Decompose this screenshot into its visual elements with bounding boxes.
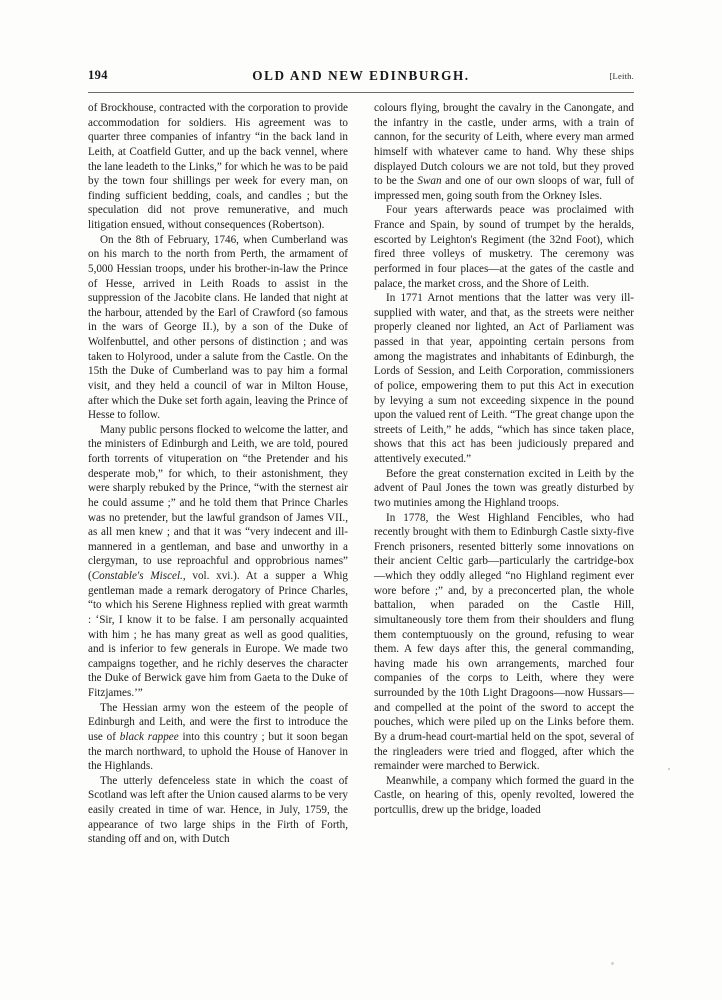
paragraph: Before the great consternation excited in Leith by the advent of Paul Jones the town was greatly disturbed by two mutinies among the Highland troops. <box>374 467 634 509</box>
page-number: 194 <box>88 68 108 82</box>
column-right <box>374 101 634 931</box>
page-speck-right <box>668 768 670 770</box>
body-columns <box>88 101 634 931</box>
column-left <box>88 101 348 931</box>
paragraph: On the 8th of February, 1746, when Cumberland was on his march to the north from Perth, the armament of 5,000 Hessian troops, under his brother-in-law the Prince of Hesse, arrived in Leith Roads to assist in the suppression of the Jacobite clans. He landed that night at the harbour, attended by the Earl of Crawford (so famous in the wars of George II.), by a son of the Duke of Wolfenbuttel, and other persons of distinction ; and was taken to Holyrood, under a salute from the Castle. On the 15th the Duke of Cumberland was to pay him a formal visit, and they held a council of war in Milton House, after which the Duke set forth again, leaving the Prince of Hesse to follow. <box>88 233 348 422</box>
paragraph: Many public persons flocked to welcome the latter, and the ministers of Edinburgh and Leith, we are told, poured forth torrents of vituperation on “the Pretender and his desperate mob,” for which, to their astonishment, they were sharply rebuked by the Prince, “with the sternest air he could assume ;” and he told them that Prince Charles was no pretender, but the lawful grandson of James VII., as all men knew ; and that it was “very indecent and ill-mannered in a gentleman, and base and unworthy in a clergyman, to use reproachful and opprobrious names” (Constable's Miscel., vol. xvi.). At a supper a Whig gentleman made a remark derogatory of Prince Charles, “to which his Serene Highness replied with great warmth : ‘Sir, I know it to be false. I am personally acquainted with him ; he has many great as well as good qualities, and is inferior to few generals in Europe. We made two campaigns together, and he richly deserves the character the Duke of Berwick gave him from Gaeta to the Duke of Fitzjames.’” <box>88 423 348 699</box>
paragraph: Four years afterwards peace was proclaimed with France and Spain, by sound of trumpet by the heralds, escorted by Leighton's Regiment (the 32nd Foot), which fired three volleys of musketry. The ceremony was performed in four places—at the gates of the castle and palace, the market cross, and the Shore of Leith. <box>374 204 634 290</box>
page-speck-bottom <box>611 962 614 965</box>
paragraph: In 1771 Arnot mentions that the latter was very ill-supplied with water, and that, as the streets were neither properly cleaned nor lighted, an Act of Parliament was passed in that year, appointing certain persons from among the magistrates and inhabitants of Edinburgh, the Lords of Session, and Leith Corporation, commissioners of police, empowering them to put this Act in execution by levying a sum not exceeding sixpence in the pound upon the valued rent of Leith. “The great change upon the streets of Leith,” he adds, “which has since taken place, shows that this act has been judiciously prepared and attentively executed.” <box>374 292 634 465</box>
paragraph: The utterly defenceless state in which the coast of Scotland was left after the Union caused alarms to be very easily created in time of war. Hence, in July, 1759, the appearance of two large ships in the Firth of Forth, standing off and on, with Dutch <box>88 774 348 846</box>
paragraph: The Hessian army won the esteem of the people of Edinburgh and Leith, and were the first to introduce the use of black rappee into this country ; but it soon began the march northward, to uphold the House of Hanover in the Highlands. <box>88 701 348 773</box>
paragraph: Meanwhile, a company which formed the guard in the Castle, on hearing of this, openly revolted, lowered the portcullis, drew up the bridge, loaded <box>374 774 634 816</box>
paragraph: colours flying, brought the cavalry in the Canongate, and the infantry in the castle, under arms, with a train of cannon, for the security of Leith, where every man armed himself with whatever came to hand. Why these ships displayed Dutch colours we are not told, but they proved to be the Swan and one of our own sloops of war, full of impressed men, going south from the Orkney Isles. <box>374 102 635 202</box>
page-header <box>88 68 634 88</box>
running-title: OLD AND NEW EDINBURGH. <box>252 68 470 83</box>
header-rule <box>88 92 634 93</box>
paragraph: In 1778, the West Highland Fencibles, who had recently brought with them to Edinburgh Castle sixty-five French prisoners, resented bitterly some innovations on their ancient Celtic garb—particularly the cartridge-box—which they oddly alleged “no Highland regiment ever wore before ;” and, by a preconcerted plan, the whole battalion, when paraded on the Castle Hill, simultaneously tore them from their shoulders and flung them contemptuously on the ground, refusing to wear them. A few days after this, the general commanding, having made his own arrangements, marched four companies of the corps to Leith, where they were surrounded by the 10th Light Dragoons—now Hussars—and compelled at the point of the sword to accept the pouches, which were piled up on the Links before them. By a drum-head court-martial held on the spot, several of the ringleaders were tried and flogged, after which the remainder were marched to Berwick. <box>374 511 634 773</box>
paragraph: of Brockhouse, contracted with the corporation to provide accommodation for soldiers. His agreement was to quarter three companies of infantry “in the back land in Leith, at Coatfield Gutter, and up the back vennel, where the lane leadeth to the Links,” for which he was to be paid by the town four shillings per week for every man, on finding sufficient bedding, coals, and candles ; but the speculation did not prove remunerative, and much litigation ensued, without consequences (Robertson). <box>88 102 348 231</box>
page-signature: [Leith. <box>609 71 634 81</box>
